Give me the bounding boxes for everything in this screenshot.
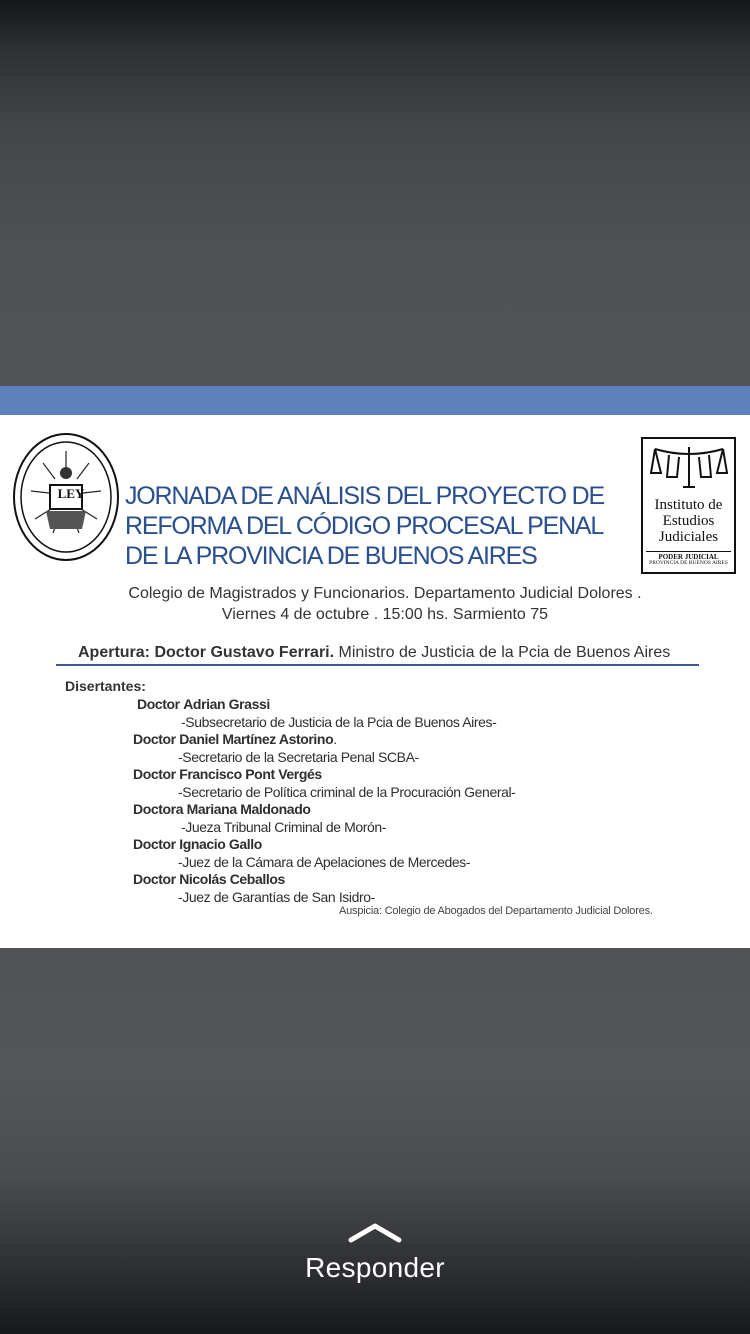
speaker-name: Doctor Adrian Grassi [137, 696, 270, 712]
institute-sub-1: PODER JUDICIAL [646, 551, 731, 561]
reply-label: Responder [305, 1252, 445, 1283]
divider [56, 664, 699, 666]
venue-line-2: Viernes 4 de octubre . 15:00 hs. Sarmiento 75 [221, 606, 549, 623]
speaker-role: -Subsecretario de Justicia de la Pcia de Buenos Aires- [181, 714, 497, 730]
opening-line [78, 644, 670, 662]
speaker-role: -Secretario de la Secretaria Penal SCBA- [178, 749, 419, 765]
scales-icon [649, 443, 729, 493]
speaker-role: -Jueza Tribunal Criminal de Morón- [181, 819, 387, 835]
blurred-background-top [0, 0, 750, 386]
chevron-up-icon [347, 1220, 403, 1244]
institute-logo [641, 437, 736, 574]
title-line-3: DE LA PROVINCIA DE BUENOS AIRES [125, 542, 537, 570]
event-flyer-image [0, 415, 750, 948]
institute-line-1: Instituto de [654, 497, 723, 513]
venue-line-1: Colegio de Magistrados y Funcionarios. Departamento Judicial Dolores . [128, 585, 642, 602]
speaker-name: Doctor Nicolás Ceballos [133, 871, 285, 887]
speaker-name: Doctora Mariana Maldonado [133, 801, 311, 817]
institute-line-3: Judiciales [658, 529, 719, 545]
opening-role: Ministro de Justicia de la Pcia de Buenos Aires [334, 644, 671, 661]
institute-line-2: Estudios [662, 513, 715, 529]
event-venue [60, 583, 710, 625]
institute-sub-2: PROVINCIA DE BUENOS AIRES [649, 560, 728, 566]
speaker-role: -Juez de Garantías de San Isidro- [178, 889, 375, 905]
speaker-name: Doctor Ignacio Gallo [133, 836, 262, 852]
speaker-role: -Juez de la Cámara de Apelaciones de Mercedes- [178, 854, 471, 870]
seal-text: LEY [57, 486, 85, 501]
opening-label: Apertura: Doctor Gustavo Ferrari. [78, 644, 335, 661]
reply-button[interactable] [0, 1220, 750, 1284]
speaker-role: -Secretario de Política criminal de la Procuración General- [178, 784, 516, 800]
title-line-2: REFORMA DEL CÓDIGO PROCESAL PENAL [125, 512, 604, 540]
speaker-name: Doctor Francisco Pont Vergés [133, 766, 322, 782]
speaker-name: Doctor Daniel Martínez Astorino. [133, 731, 337, 747]
event-title [125, 481, 635, 571]
title-line-1: JORNADA DE ANÁLISIS DEL PROYECTO DE [125, 482, 604, 510]
sponsor-note: Auspicia: Colegio de Abogados del Departamento Judicial Dolores. [339, 905, 653, 917]
image-top-band [0, 386, 750, 415]
speakers-heading: Disertantes: [65, 678, 146, 694]
